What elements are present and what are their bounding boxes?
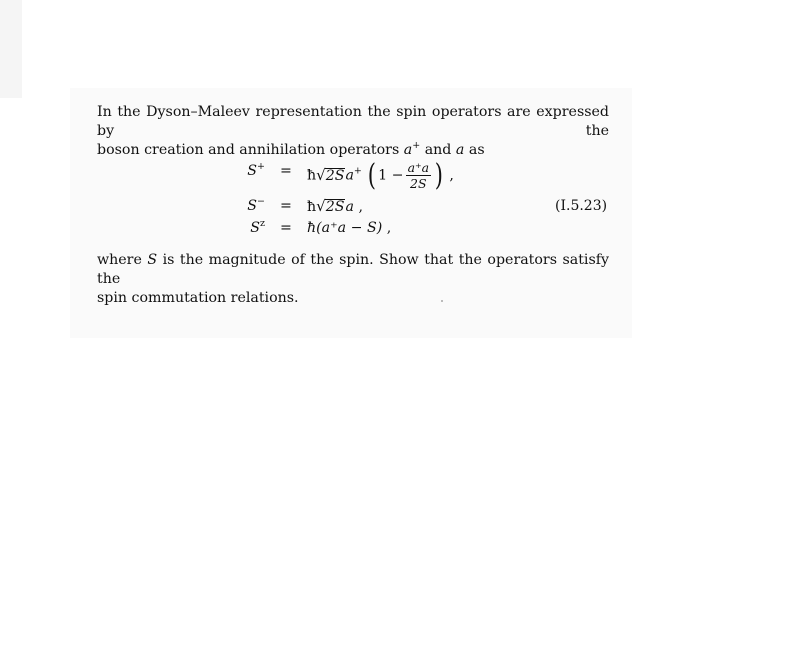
equals-sign: = [280, 198, 292, 214]
op-a: a [403, 142, 413, 158]
intro-paragraph [97, 103, 609, 160]
var-a: a [455, 142, 465, 158]
op-a-sup: + [412, 140, 421, 151]
intro-line-2-post: as [468, 142, 485, 158]
outro-paragraph [97, 251, 609, 308]
equation-number: (I.5.23) [555, 198, 608, 214]
lhs-s-z: $S^z$ [250, 218, 265, 236]
rhs-s-z: ħ(a⁺a − S) , [307, 220, 392, 236]
equals-sign: = [280, 220, 292, 236]
equation-s-minus [0, 195, 792, 217]
scan-artifact [0, 0, 22, 98]
intro-line-2-pre: boson creation and annihilation operators [97, 142, 400, 158]
fraction: $\frac{a^+a}{2S}$ [407, 160, 430, 191]
intro-line-2 [97, 141, 609, 160]
outro-line-1: where S is the magnitude of the spin. Show that the operators satisfy the [97, 252, 610, 287]
sqrt: √2S [316, 165, 345, 184]
intro-line-2-and: and [424, 142, 452, 158]
lhs-s-minus: S− [247, 196, 265, 214]
intro-line-1: In the Dyson–Maleev representation the spin operators are expressed by the [97, 104, 609, 139]
lhs-s-plus: S+ [247, 161, 265, 179]
scan-speck [441, 300, 443, 302]
rhs-s-plus: ħ√2Sa+ ( 1 − $\frac{a^+a}{2S}$ ) , [307, 157, 454, 193]
equation-s-z [0, 217, 792, 239]
outro-line-2: spin commutation relations. [97, 290, 299, 306]
sqrt: √2S [316, 197, 345, 215]
equation-s-plus [0, 157, 792, 193]
rhs-s-minus: ħ√2Sa , [307, 195, 363, 218]
equals-sign: = [280, 163, 292, 179]
